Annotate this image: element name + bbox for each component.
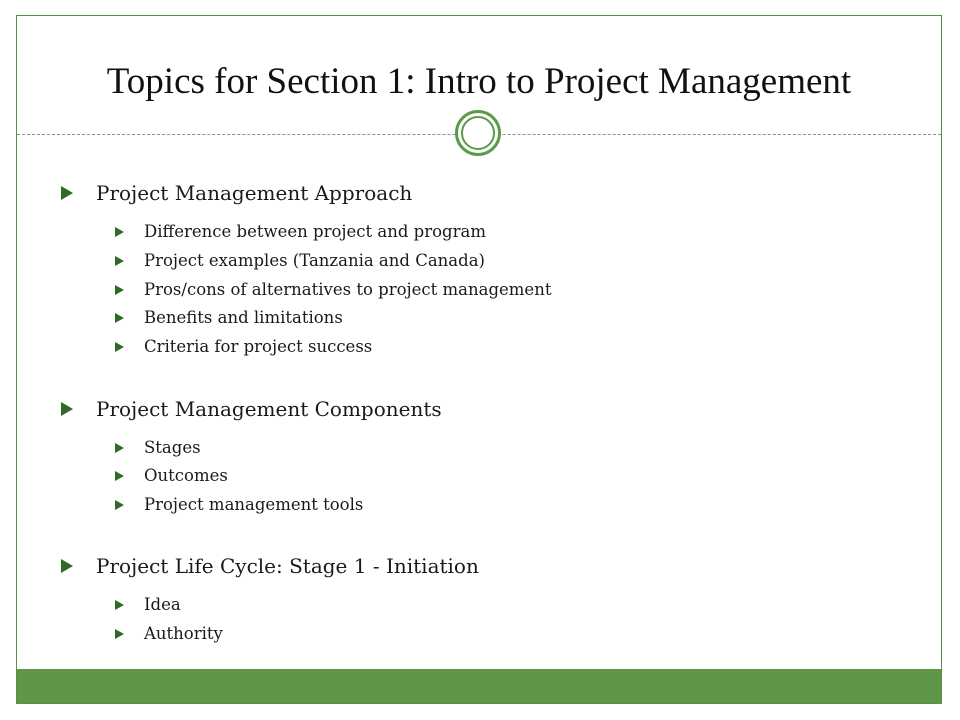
list-item-label: Idea	[144, 595, 181, 614]
list-item	[115, 308, 343, 327]
list-item-label: Project management tools	[144, 495, 364, 514]
slide-title: Topics for Section 1: Intro to Project Management	[106, 61, 852, 102]
bullet-arrow-icon	[61, 186, 73, 200]
list-item-label: Stages	[144, 438, 201, 457]
list-item	[115, 495, 363, 514]
list-item-label: Project examples (Tanzania and Canada)	[144, 251, 485, 270]
list-item	[115, 280, 551, 299]
section-heading-label: Project Management Approach	[96, 181, 413, 205]
list-item	[115, 222, 486, 241]
bullet-arrow-icon	[115, 342, 124, 352]
section-heading-label: Project Management Components	[96, 397, 442, 421]
bullet-arrow-icon	[115, 500, 124, 510]
bullet-arrow-icon	[115, 313, 124, 323]
bullet-arrow-icon	[61, 402, 73, 416]
bullet-arrow-icon	[115, 600, 124, 610]
section-heading	[61, 397, 442, 421]
list-item	[115, 337, 372, 356]
slide-frame	[16, 15, 942, 704]
bullet-arrow-icon	[115, 471, 124, 481]
bullet-arrow-icon	[115, 227, 124, 237]
list-item	[115, 466, 228, 485]
list-item	[115, 251, 485, 270]
bullet-arrow-icon	[115, 285, 124, 295]
bullet-arrow-icon	[115, 256, 124, 266]
section-heading-label: Project Life Cycle: Stage 1 - Initiation	[96, 554, 479, 578]
list-item-label: Benefits and limitations	[144, 308, 343, 327]
bullet-arrow-icon	[115, 629, 124, 639]
list-item	[115, 595, 181, 614]
footer-band	[17, 669, 941, 703]
list-item-label: Outcomes	[144, 466, 228, 485]
section-heading	[61, 181, 412, 205]
list-item	[115, 438, 201, 457]
list-item-label: Pros/cons of alternatives to project management	[144, 280, 552, 299]
list-item	[115, 624, 223, 643]
bullet-arrow-icon	[61, 559, 73, 573]
bullet-arrow-icon	[115, 443, 124, 453]
section-heading	[61, 554, 479, 578]
list-item-label: Criteria for project success	[144, 337, 373, 356]
divider-circle-ornament	[455, 110, 501, 156]
list-item-label: Difference between project and program	[144, 222, 486, 241]
list-item-label: Authority	[144, 624, 223, 643]
